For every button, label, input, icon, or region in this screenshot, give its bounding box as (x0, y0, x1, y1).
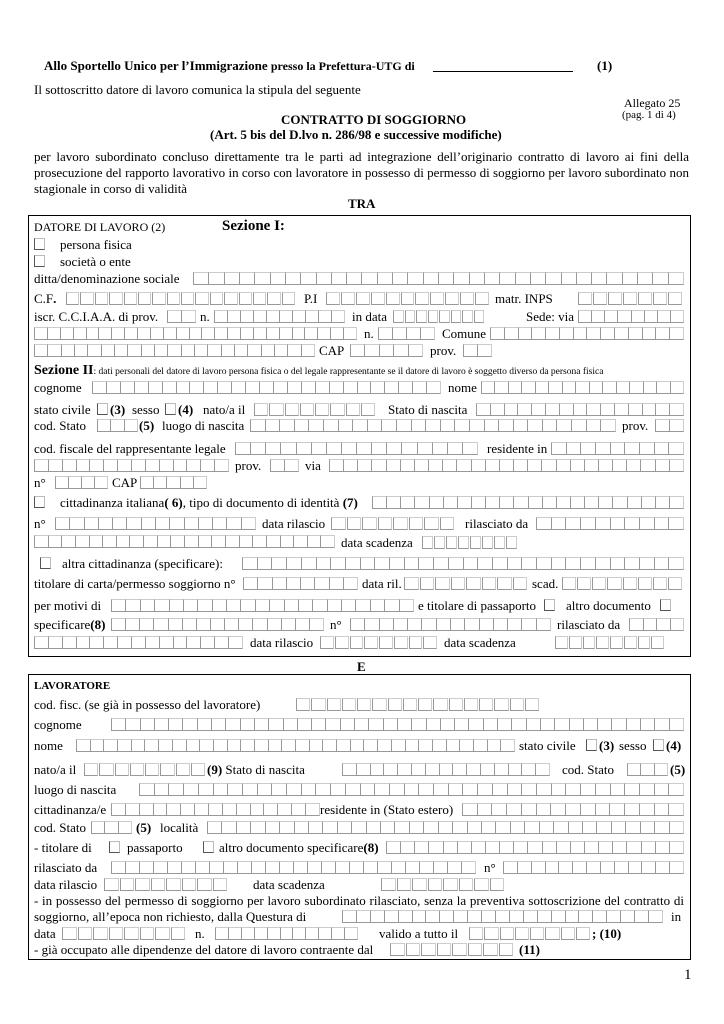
tipo-doc-label: , tipo di documento di identità (182, 495, 340, 510)
scad-label: scad. (532, 576, 559, 591)
permesso-num-field[interactable] (243, 577, 357, 590)
worker-nome-field[interactable] (76, 739, 514, 752)
worker-localita-label: località (160, 820, 199, 835)
worker-nato-label: nato/a il (34, 762, 77, 777)
altro-doc-checkbox[interactable] (660, 599, 671, 611)
section2-line (34, 361, 603, 379)
sede-label: Sede: via (526, 309, 575, 324)
worker-altro-doc-line (219, 840, 379, 856)
worker-luogo-field[interactable] (139, 783, 683, 796)
questura-in-label: in (671, 909, 682, 924)
cognome-label: cognome (34, 380, 82, 395)
stato-nascita-field[interactable] (476, 403, 683, 416)
luogo-prov-field[interactable] (655, 419, 683, 432)
in-data-label: in data (352, 309, 388, 324)
employer-heading (34, 220, 165, 235)
section2-note: : dati personali del datore di lavoro persona fisica o del legale rappresentante se il datore di lavoro è soggetto diverso da persona fisica (93, 367, 604, 377)
sede-via-field[interactable] (578, 310, 683, 323)
worker-data-scadenza-field[interactable] (381, 878, 505, 891)
employer-heading-text: DATORE DI LAVORO (34, 220, 149, 234)
stato-civile-label: stato civile (34, 402, 91, 417)
questura-field[interactable] (342, 910, 662, 923)
worker-data-rilascio-field[interactable] (104, 878, 228, 891)
nome-label: nome (448, 380, 477, 395)
comune-field-2[interactable] (34, 344, 314, 357)
worker-stato-nascita-label: Stato di nascita (225, 762, 305, 777)
residente-field-2[interactable] (34, 459, 228, 472)
worker-note-8: (8) (363, 840, 379, 855)
altra-citt-checkbox[interactable] (40, 557, 51, 569)
pi-field[interactable] (326, 292, 490, 305)
data-ril-field[interactable] (404, 577, 528, 590)
worker-stato-civile-box[interactable] (586, 739, 597, 751)
employer-cf-field[interactable] (66, 292, 296, 305)
e-label: E (357, 659, 366, 674)
rilasciato-da-field[interactable] (536, 517, 683, 530)
cittadinanza-it-line (60, 495, 358, 511)
rilasciato-da2-field[interactable] (629, 618, 683, 631)
worker-cod-stato2-label: cod. Stato (34, 820, 86, 835)
doc-num-label: n° (34, 516, 46, 531)
worker-rilasciato-da-label: rilasciato da (34, 860, 98, 875)
data-ril-label: data ril. (362, 576, 402, 591)
stato-nascita-label: Stato di nascita (388, 402, 468, 417)
societa-label: società o ente (60, 254, 131, 269)
page-info: (pag. 1 di 4) (622, 109, 676, 121)
occupato-date-field[interactable] (390, 943, 514, 956)
valido-date-field[interactable] (469, 927, 591, 940)
data-rilascio2-label: data rilascio (250, 635, 314, 650)
worker-cognome-field[interactable] (111, 718, 683, 731)
note-3: (3) (110, 402, 126, 417)
luogo-field[interactable] (250, 419, 615, 432)
comune-label: Comune (442, 326, 487, 341)
worker-heading: LAVORATORE (34, 680, 111, 692)
worker-note-4: (4) (666, 738, 682, 753)
tipo-doc-field[interactable] (372, 496, 683, 509)
cciaa-n-label: n. (200, 309, 210, 324)
specificare-line (34, 617, 105, 633)
cod-stato-field[interactable] (97, 419, 137, 432)
data-scadenza-field[interactable] (422, 536, 518, 549)
header-prefettura: presso la Prefettura-UTG di (270, 59, 415, 73)
worker-altro-doc-checkbox[interactable] (203, 841, 214, 853)
scad-field[interactable] (562, 577, 683, 590)
worker-note-5b: (5) (136, 820, 152, 835)
societa-checkbox[interactable] (34, 255, 45, 267)
sede-n-label: n. (364, 326, 374, 341)
cap2-label: CAP (112, 475, 138, 490)
page-title: CONTRATTO DI SOGGIORNO (281, 112, 467, 127)
prov-label: prov. (430, 343, 457, 358)
cf-legale-label: cod. fiscale del rappresentante legale (34, 441, 226, 456)
worker-residente-field[interactable] (462, 803, 683, 816)
res-prov-label: prov. (235, 458, 262, 473)
cod-stato-label: cod. Stato (34, 418, 86, 433)
titolare-label: titolare di carta/permesso soggiorno n° (34, 576, 236, 591)
worker-data-rilascio-label: data rilascio (34, 877, 98, 892)
worker-rilasciato-da-field[interactable] (111, 861, 475, 874)
worker-birth-date-field[interactable] (84, 763, 206, 776)
cap-label: CAP (319, 343, 345, 358)
page-number: 1 (684, 967, 692, 983)
persona-fisica-checkbox[interactable] (34, 238, 45, 250)
stato-civile-box[interactable] (97, 403, 108, 415)
cap2-field[interactable] (140, 476, 206, 489)
matr-inps-label: matr. INPS (495, 291, 553, 306)
employer-heading-note: (2) (151, 220, 166, 234)
rilasciato-da2-field-2[interactable] (34, 636, 242, 649)
worker-data-label: data (34, 926, 56, 941)
passaporto-label: e titolare di passaporto (418, 598, 537, 613)
worker-possesso-text: - in possesso del permesso di soggiorno per lavoro subordinato rilasciato, senza la preventiva sottoscrizione del contratto di soggiorno, all’epoca non richiesto, dalla Questura di (34, 893, 684, 924)
cognome-field[interactable] (92, 381, 440, 394)
matr-inps-field[interactable] (578, 292, 683, 305)
worker-residente-label: residente in (Stato estero) (320, 802, 454, 817)
cap-field[interactable] (350, 344, 422, 357)
occupato-label: - già occupato alle dipendenze del datore di lavoro contraente dal (34, 942, 374, 957)
worker-permesso-data-field[interactable] (62, 927, 186, 940)
worker-cognome-label: cognome (34, 717, 82, 732)
cciaa-n-field[interactable] (214, 310, 344, 323)
motivi-label: per motivi di (34, 598, 102, 613)
num-field[interactable] (55, 476, 107, 489)
data-rilascio-label: data rilascio (262, 516, 326, 531)
residente-label: residente in (487, 441, 548, 456)
prefettura-blank-line[interactable] (433, 71, 573, 72)
worker-nome-label: nome (34, 738, 63, 753)
cciaa-prov-field[interactable] (167, 310, 195, 323)
luogo-prov-label: prov. (622, 418, 649, 433)
specificare-label: specificare (34, 617, 91, 632)
worker-titolare-label: - titolare di (34, 840, 92, 855)
note-11: (11) (519, 942, 540, 957)
header-line1 (44, 58, 415, 74)
note-6: ( 6) (164, 495, 183, 510)
doc2-num-label: n° (330, 617, 342, 632)
worker-cod-stato2-field[interactable] (91, 821, 131, 834)
nato-label: nato/a il (203, 402, 246, 417)
worker-num-field[interactable] (503, 861, 683, 874)
worker-cittadinanza-label: cittadinanza/e (34, 802, 107, 817)
altra-citt-field[interactable] (242, 557, 683, 570)
worker-sesso-box[interactable] (653, 739, 664, 751)
section2-label: Sezione II (34, 363, 94, 378)
intro-paragraph: per lavoro subordinato concluso direttamente tra le parti ad integrazione dell’originario contratto di lavoro ai fini della prosecuzione del rapporto lavorativo in corso con lavoratore in possesso di permesso di soggiorno per lavoro subordinato non stagionale in corso di validità (34, 149, 689, 196)
note-5: (5) (139, 418, 155, 433)
intro-line: Il sottoscritto datore di lavoro comunica la stipula del seguente (34, 82, 361, 97)
doc2-num-field[interactable] (350, 618, 550, 631)
note-7: (7) (342, 495, 358, 510)
note-10: ; (10) (592, 926, 622, 941)
data-scadenza2-label: data scadenza (444, 635, 516, 650)
prov-field[interactable] (463, 344, 491, 357)
rilasciato-da2-label: rilasciato da (557, 617, 621, 632)
note-9: (9) (207, 762, 223, 777)
nome-field[interactable] (481, 381, 683, 394)
cf-text: C.F (34, 291, 54, 306)
luogo-label: luogo di nascita (162, 418, 245, 433)
sede-via-field-2[interactable] (34, 327, 356, 340)
worker-cod-stato-field[interactable] (627, 763, 667, 776)
worker-permesso-n-field[interactable] (215, 927, 357, 940)
residente-field[interactable] (551, 442, 683, 455)
tra-label: TRA (348, 196, 376, 211)
worker-n-label: n. (195, 926, 205, 941)
worker-altro-doc-label: altro documento specificare (219, 840, 364, 855)
worker-cf-field[interactable] (296, 698, 540, 711)
cf-label (34, 291, 56, 307)
note-8: (8) (90, 617, 106, 632)
persona-fisica-label: persona fisica (60, 237, 132, 252)
cf-dot: . (53, 291, 57, 306)
worker-luogo-label: luogo di nascita (34, 782, 117, 797)
sede-n-field[interactable] (378, 327, 434, 340)
worker-altro-doc-field[interactable] (386, 841, 683, 854)
doc-num-field[interactable] (55, 517, 255, 530)
cf-legale-field[interactable] (235, 442, 477, 455)
allegato-label: Allegato 25 (624, 96, 681, 110)
rilasciato-da-label: rilasciato da (465, 516, 529, 531)
worker-localita-field[interactable] (207, 821, 683, 834)
res-prov-field[interactable] (270, 459, 298, 472)
ditta-label: ditta/denominazione sociale (34, 271, 180, 286)
header-sportello: Allo Sportello Unico per l’Immigrazione (44, 58, 268, 73)
data-rilascio2-field[interactable] (320, 636, 438, 649)
via-label: via (305, 458, 321, 473)
note-1: (1) (597, 58, 613, 73)
motivi-field[interactable] (111, 599, 413, 612)
data-scadenza2-field[interactable] (555, 636, 665, 649)
section1-label: Sezione I: (222, 218, 285, 234)
valido-label: valido a tutto il (379, 926, 459, 941)
altro-doc-label: altro documento (566, 598, 651, 613)
page-subtitle: (Art. 5 bis del D.lvo n. 286/98 e successive modifiche) (210, 127, 502, 142)
worker-sesso-label: sesso (619, 738, 647, 753)
worker-cf-label: cod. fisc. (se già in possesso del lavoratore) (34, 697, 261, 712)
rilasciato-da-field-2[interactable] (34, 535, 334, 548)
worker-stato-civile-label: stato civile (519, 738, 576, 753)
comune-field[interactable] (490, 327, 683, 340)
altra-citt-label: altra cittadinanza (specificare): (62, 556, 223, 571)
worker-num-label: n° (484, 860, 496, 875)
num-label: n° (34, 475, 46, 490)
worker-note-3: (3) (599, 738, 615, 753)
worker-birth-line (207, 762, 305, 778)
via-field[interactable] (329, 459, 683, 472)
worker-passaporto-checkbox[interactable] (109, 841, 120, 853)
cittadinanza-it-checkbox[interactable] (34, 496, 45, 508)
worker-cittadinanza-field[interactable] (111, 803, 319, 816)
cittadinanza-it-label: cittadinanza italiana (60, 495, 165, 510)
data-rilascio-field[interactable] (331, 517, 455, 530)
sesso-label: sesso (132, 402, 160, 417)
pi-label: P.I (304, 291, 318, 306)
worker-data-scadenza-label: data scadenza (253, 877, 325, 892)
passaporto-checkbox[interactable] (544, 599, 555, 611)
worker-cod-stato-label: cod. Stato (562, 762, 614, 777)
data-scadenza-label: data scadenza (341, 535, 413, 550)
cciaa-label: iscr. C.C.I.A.A. di prov. (34, 309, 159, 324)
ditta-field[interactable] (193, 272, 683, 285)
worker-stato-nascita-field[interactable] (342, 763, 549, 776)
cciaa-date-field[interactable] (393, 310, 485, 323)
note-4: (4) (178, 402, 194, 417)
worker-passaporto-label: passaporto (127, 840, 183, 855)
worker-note-5: (5) (670, 762, 686, 777)
specificare-field[interactable] (111, 618, 323, 631)
sesso-box[interactable] (165, 403, 176, 415)
birth-date-field[interactable] (254, 403, 376, 416)
